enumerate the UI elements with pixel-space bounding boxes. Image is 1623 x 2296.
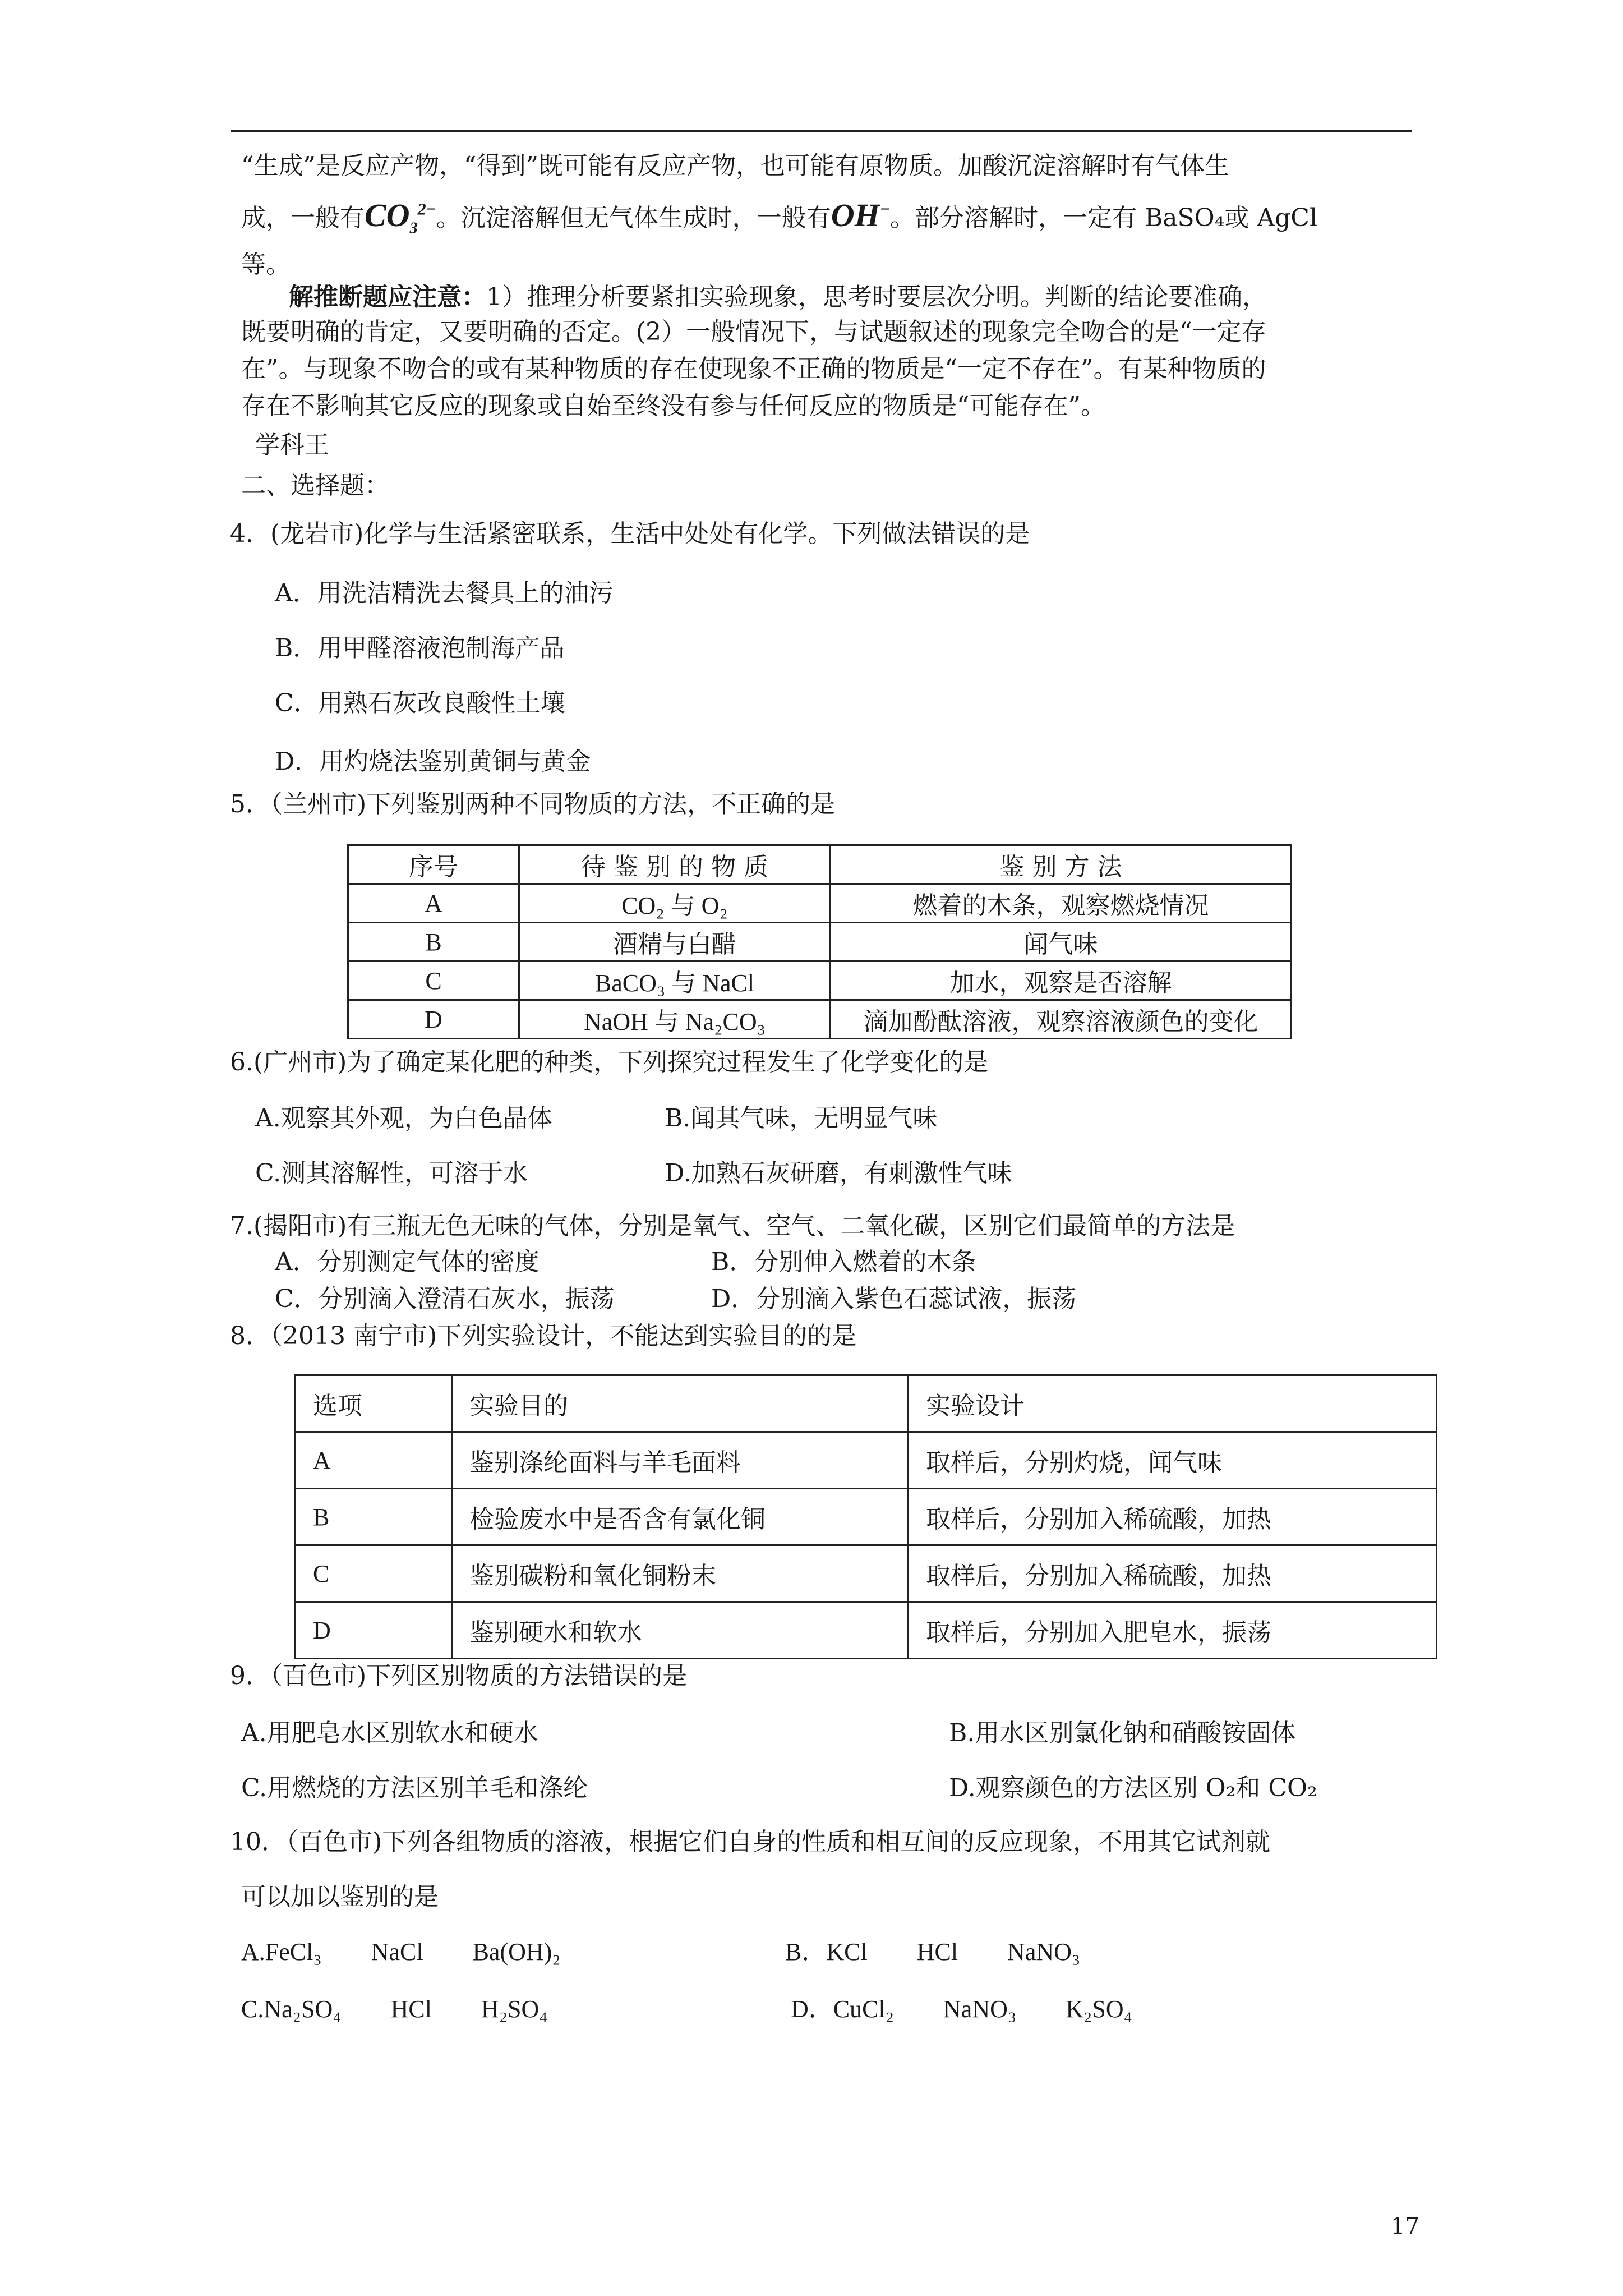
table-cell: C xyxy=(296,1545,452,1602)
table-row xyxy=(296,1545,1437,1602)
notes-line-1: “生成”是反应产物，“得到”既可能有反应产物，也可能有原物质。加酸沉淀溶解时有气体生 xyxy=(241,151,1229,180)
table-cell: 滴加酚酞溶液，观察溶液颜色的变化 xyxy=(831,1000,1292,1039)
q4-option-c: C．用熟石灰改良酸性土壤 xyxy=(275,689,565,717)
rule-line-4: 存在不影响其它反应的现象或自始至终没有参与任何反应的物质是“可能存在”。 xyxy=(241,392,1105,420)
notes-line-2b: 。沉淀溶解但无气体生成时，一般有 xyxy=(436,204,831,232)
header-rule xyxy=(231,130,1412,132)
q9-stem: 9．（百色市)下列区别物质的方法错误的是 xyxy=(230,1662,688,1690)
q7-stem: 7.(揭阳市)有三瓶无色无味的气体，分别是氧气、空气、二氧化碳，区别它们最简单的方法是 xyxy=(230,1212,1235,1240)
q5-table xyxy=(347,844,1292,1039)
table-header-cell: 实验目的 xyxy=(452,1375,909,1432)
hydroxide-formula: OH− xyxy=(831,197,890,233)
q5-stem: 5．（兰州市)下列鉴别两种不同物质的方法，不正确的是 xyxy=(230,790,836,818)
table-row xyxy=(296,1432,1437,1489)
notes-line-2c: 。部分溶解时，一定有 BaSO₄或 AgCl xyxy=(889,204,1318,232)
table-cell: 取样后，分别加入肥皂水，振荡 xyxy=(909,1602,1437,1659)
q10-stem-line-2: 可以加以鉴别的是 xyxy=(241,1883,439,1911)
table-row xyxy=(296,1489,1437,1545)
table-cell: B xyxy=(296,1489,452,1545)
table-cell: 鉴别涤纶面料与羊毛面料 xyxy=(452,1432,909,1489)
q6-stem: 6.(广州市)为了确定某化肥的种类，下列探究过程发生了化学变化的是 xyxy=(230,1048,989,1076)
table-cell: B xyxy=(348,923,519,961)
table-header-cell: 序号 xyxy=(348,845,519,884)
table-cell: 取样后，分别加入稀硫酸，加热 xyxy=(909,1545,1437,1602)
table-cell: A xyxy=(296,1432,452,1489)
table-cell: BaCO₃ 与 NaCl xyxy=(519,961,831,1000)
notes-line-3: 等。 xyxy=(241,250,291,279)
q6-option-d: D.加熟石灰研磨，有刺激性气味 xyxy=(665,1159,1012,1188)
q7-option-c: C．分别滴入澄清石灰水，振荡 xyxy=(275,1285,615,1313)
q10-option-c: C.Na₂SO₄ HCl H₂SO₄ xyxy=(241,1995,548,2023)
table-cell: D xyxy=(348,1000,519,1039)
q7-option-d: D．分别滴入紫色石蕊试液，振荡 xyxy=(711,1285,1077,1313)
table-cell: 燃着的木条，观察燃烧情况 xyxy=(831,884,1292,923)
rule-heading: 解推断题应注意： xyxy=(289,283,486,311)
table-header-cell: 鉴 别 方 法 xyxy=(831,845,1292,884)
table-cell: D xyxy=(296,1602,452,1659)
table-row xyxy=(296,1602,1437,1659)
table-cell: 加水，观察是否溶解 xyxy=(831,961,1292,1000)
q6-option-a: A.观察其外观，为白色晶体 xyxy=(255,1104,552,1133)
table-cell: 酒精与白醋 xyxy=(519,923,831,961)
q10-option-a: A.FeCl₃ NaCl Ba(OH)₂ xyxy=(241,1938,561,1966)
q8-table xyxy=(294,1374,1437,1659)
table-cell: 取样后，分别灼烧，闻气味 xyxy=(909,1432,1437,1489)
table-row xyxy=(348,961,1292,1000)
section-title: 二、选择题： xyxy=(241,471,389,500)
q4-option-a: A．用洗洁精洗去餐具上的油污 xyxy=(275,579,614,608)
table-cell: 鉴别硬水和软水 xyxy=(452,1602,909,1659)
q9-option-a: A.用肥皂水区别软水和硬水 xyxy=(241,1719,538,1747)
q4-option-b: B．用甲醛溶液泡制海产品 xyxy=(275,634,565,662)
q9-option-b: B.用水区别氯化钠和硝酸铵固体 xyxy=(949,1719,1296,1747)
table-cell: 取样后，分别加入稀硫酸，加热 xyxy=(909,1489,1437,1545)
carbonate-formula: $CO_3^{2-}$ xyxy=(365,197,436,237)
q8-stem: 8．（2013 南宁市)下列实验设计，不能达到实验目的的是 xyxy=(230,1322,857,1350)
table-cell: NaOH 与 Na₂CO₃ xyxy=(519,1000,831,1039)
q10-stem-line-1: 10．（百色市)下列各组物质的溶液，根据它们自身的性质和相互间的反应现象，不用其它试剂就 xyxy=(230,1828,1271,1856)
table-header-cell: 待 鉴 别 的 物 质 xyxy=(519,845,831,884)
q9-option-d: D.观察颜色的方法区别 O₂和 CO₂ xyxy=(949,1774,1317,1802)
table-header-row xyxy=(348,845,1292,884)
q10-option-b: B．KCl HCl NaNO₃ xyxy=(785,1938,1081,1966)
table-cell: CO₂ 与 O₂ xyxy=(519,884,831,923)
table-row xyxy=(348,884,1292,923)
table-row xyxy=(348,1000,1292,1039)
q4-option-d: D．用灼烧法鉴别黄铜与黄金 xyxy=(275,747,591,776)
table-header-row xyxy=(296,1375,1437,1432)
watermark-text: 学科王 xyxy=(255,431,329,459)
rule-line-1: 解推断题应注意：1）推理分析要紧扣实验现象，思考时要层次分明。判断的结论要准确， xyxy=(289,283,1267,311)
table-cell: 鉴别碳粉和氧化铜粉末 xyxy=(452,1545,909,1602)
q6-option-c: C.测其溶解性，可溶于水 xyxy=(255,1159,528,1188)
q7-option-a: A．分别测定气体的密度 xyxy=(275,1248,540,1276)
q4-stem: 4．(龙岩市)化学与生活紧密联系，生活中处处有化学。下列做法错误的是 xyxy=(230,519,1030,548)
notes-line-2a: 成，一般有 xyxy=(241,204,365,232)
q9-option-c: C.用燃烧的方法区别羊毛和涤纶 xyxy=(241,1774,588,1802)
table-cell: C xyxy=(348,961,519,1000)
q10-option-d: D．CuCl₂ NaNO₃ K₂SO₄ xyxy=(791,1995,1132,2023)
table-header-cell: 选项 xyxy=(296,1375,452,1432)
table-row xyxy=(348,923,1292,961)
page-number: 17 xyxy=(1391,2214,1419,2239)
rule-line-2: 既要明确的肯定，又要明确的否定。(2）一般情况下，与试题叙述的现象完全吻合的是“一定存 xyxy=(241,318,1266,346)
rule-line-3: 在”。与现象不吻合的或有某种物质的存在使现象不正确的物质是“一定不存在”。有某种物质的 xyxy=(241,355,1266,383)
q6-option-b: B.闻其气味，无明显气味 xyxy=(665,1104,938,1133)
table-cell: 闻气味 xyxy=(831,923,1292,961)
table-cell: 检验废水中是否含有氯化铜 xyxy=(452,1489,909,1545)
notes-line-2 xyxy=(241,197,1318,237)
table-cell: A xyxy=(348,884,519,923)
table-header-cell: 实验设计 xyxy=(909,1375,1437,1432)
q7-option-b: B．分别伸入燃着的木条 xyxy=(711,1248,976,1276)
